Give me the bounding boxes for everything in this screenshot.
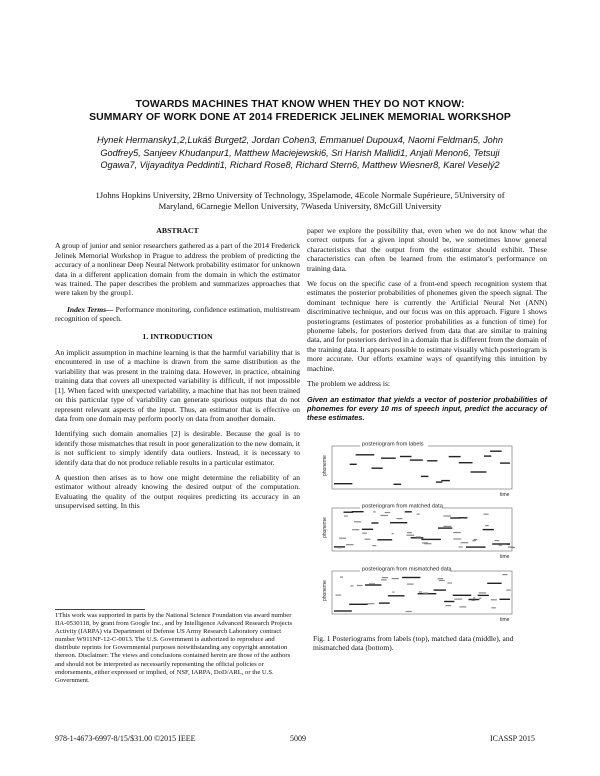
title-line-1: TOWARDS MACHINES THAT KNOW WHEN THEY DO NOT KNOW: (135, 99, 465, 110)
posterior-noise (447, 582, 452, 583)
right-paragraph-2: We focus on the specific case of a front-end speech recognition system that estimates the posterior probabilities of phonemes given the speech signal. The dominant technique here is currently the Artificial Neural Net (ANN) discriminative technique, and our focus was on this approach. Figure 1 shows posteriograms (estimates of posterior probabilities as a function of time) for phoneme labels, for posteriors derived from data that are similar to training data, and for posteriors derived in a domain that is different from the domain of the training data. It appears possible to estimate visually which posteriogram is more accurate. Our efforts examine ways of quantifying this intuition by machine. (307, 279, 547, 373)
posterior-segment (507, 543, 510, 544)
posterior-noise (459, 546, 463, 547)
panel-3-xlabel: time (500, 617, 510, 623)
posterior-segment (372, 468, 383, 469)
posterior-segment (453, 595, 471, 596)
posterior-noise (407, 584, 414, 585)
posterior-noise (423, 593, 428, 594)
figure-1 (316, 438, 528, 628)
posterior-noise (339, 538, 346, 539)
paper-title (60, 98, 540, 124)
posterior-segment (421, 476, 429, 477)
footnote-divider (55, 609, 145, 610)
posterior-segment (436, 481, 442, 482)
posterior-noise (362, 533, 367, 534)
posterior-segment (371, 522, 378, 523)
intro-paragraph-2: Identifying such domain anomalies [2] is desirable. Because the goal is to identify those mismatches that result in poor generalization to the new domain, it is not sufficient to simply identify data outliers. Instead, it is necessary to identify data that do not produce reliable results in a particular estimator. (55, 429, 300, 467)
posterior-segment (434, 589, 446, 590)
posterior-noise (506, 590, 510, 591)
footer-page-number: 5009 (290, 734, 306, 743)
panel-labels (322, 440, 512, 498)
posterior-segment (478, 595, 489, 596)
posterior-noise (373, 511, 376, 512)
posterior-segment (379, 602, 390, 603)
posterior-noise (472, 540, 476, 541)
posterior-segment (356, 454, 375, 455)
posterior-noise (382, 577, 388, 578)
posterior-noise (406, 611, 412, 612)
posterior-noise (365, 539, 371, 540)
posterior-noise (494, 540, 499, 541)
panel-matched (322, 502, 515, 560)
posterior-segment (388, 595, 405, 596)
posterior-noise (340, 577, 343, 578)
introduction-heading: 1. INTRODUCTION (142, 331, 213, 341)
posterior-noise (438, 578, 444, 579)
index-terms-text: Performance monitoring, confidence estimation, multistream recognition of speech. (55, 304, 300, 324)
posterior-segment (349, 604, 368, 605)
posterior-noise (453, 538, 461, 539)
problem-statement: Given an estimator that yields a vector of posterior probabilities of phonemes for every 10 ms of speech input, predict the accuracy of these estimates. (307, 394, 547, 423)
posterior-segment (381, 458, 396, 459)
posterior-noise (337, 547, 341, 548)
title-line-2: SUMMARY OF WORK DONE AT 2014 FREDERICK JELINEK MEMORIAL WORKSHOP (89, 112, 511, 123)
affiliations (60, 190, 540, 212)
panel-2-xlabel: time (500, 554, 510, 560)
posteriogram-figure (316, 438, 528, 628)
panel-3-title: posteriogram from mismatched data (362, 566, 452, 573)
posterior-segment (438, 527, 452, 528)
posterior-noise (397, 518, 403, 519)
posterior-noise (346, 544, 354, 545)
panel-1-frame (332, 446, 512, 489)
posterior-noise (385, 512, 391, 513)
posterior-segment (394, 484, 402, 485)
posterior-noise (424, 543, 431, 544)
panel-mismatched (322, 565, 512, 623)
posterior-segment (484, 455, 491, 456)
posterior-noise (406, 535, 414, 536)
posterior-noise (392, 533, 394, 534)
posterior-noise (416, 536, 421, 537)
posterior-noise (443, 515, 451, 516)
posterior-noise (419, 591, 422, 592)
posterior-noise (484, 514, 489, 515)
posterior-segment (334, 483, 352, 484)
right-column (307, 226, 547, 423)
posterior-segment (427, 460, 437, 461)
posterior-noise (372, 545, 376, 546)
posterior-noise (369, 583, 375, 584)
posterior-segment (500, 599, 511, 600)
posterior-noise (357, 585, 363, 586)
posterior-noise (380, 515, 388, 516)
footer-venue: ICASSP 2015 (490, 734, 535, 743)
posterior-noise (502, 574, 507, 575)
panel-1-title: posteriogram from labels (362, 441, 424, 448)
posterior-noise (479, 592, 486, 593)
posterior-noise (474, 539, 478, 540)
posterior-noise (461, 542, 469, 543)
posterior-noise (499, 545, 502, 546)
posterior-segment (334, 610, 352, 611)
posterior-segment (449, 456, 461, 457)
posterior-noise (471, 600, 475, 601)
right-paragraph-1: paper we explore the possibility that, even when we do not know what the correct outputs for a given input should be, we sometimes know general characteristics that the output from the estimator should exhibit. These characteristics can often be learned from the estimator's performance on training data. (307, 226, 547, 273)
authors-line-2: Godfrey5, Sanjeev Khudanpur1, Matthew Maciejewski6, Sri Harish Mallidi1, Anjali Menon6, Tetsuji (100, 147, 500, 158)
posterior-noise (511, 547, 515, 548)
posterior-noise (392, 592, 394, 593)
posterior-segment (459, 517, 468, 518)
posterior-noise (344, 516, 348, 517)
affiliations-line-2: Maryland, 6Carnegie Mellon University, 7Waseda University, 8McGill University (158, 201, 442, 212)
intro-paragraph-3: A question then arises as to how one might determine the reliability of an estimator without already knowing the desired output of the computation. Evaluating the quality of the output requires predicting its accuracy in an unsupervised setting. In this (55, 472, 300, 511)
posterior-noise (354, 521, 361, 522)
left-column (55, 226, 300, 511)
footnote: 1This work was supported in parts by the National Science Foundation via award number IIA-0530118, by grant from Google Inc., and by Intelligence Advanced Research Projects Activity (IARPA) via Department of Defense US Army Research Laboratory contract number W911NF-12-C-0013. The U.S. Government is authorized to reproduce and distribute reprints for Governmental purposes notwithstanding any copyright annotation thereon. Disclaimer: The views and conclusions contained herein are those of the authors and should not be interpreted as necessarily representing the official policies or endorsements, either expressed or implied, of NSF, IARPA, DoD/ARL, or the U.S. Government. (55, 612, 293, 684)
posterior-segment (377, 539, 392, 540)
posterior-segment (441, 480, 450, 481)
posterior-segment (471, 471, 487, 472)
posterior-noise (491, 607, 495, 608)
authors-line-1: Hynek Hermansky1,2,Lukáš Burget2, Jordan Cohen3, Emmanuel Dupoux4, Naomi Feldman5, John (97, 135, 503, 145)
right-paragraph-3: The problem we address is: (307, 379, 390, 389)
posterior-segment (350, 464, 357, 465)
affiliations-line-1: 1Johns Hopkins University, 2Brno University of Technology, 3Spelamode, 4Ecole Normale Supérieure, 5University of (95, 190, 505, 200)
posterior-segment (483, 529, 494, 530)
intro-paragraph-1: An implicit assumption in machine learning is that the harmful variability that is encountered in use of a machine is drawn from the same distribution as the variability that was present in the training data. However, in practice, obtaining training data that covers all unexpected variability is difficult, if not impossible [1]. When faced with unexpected variability, a machine that has not been trained on this particular type of variability can generate spurious outputs that do not represent relevant aspects of the input. Thus, an estimator that is effective on data from one domain may perform poorly on data from another domain. (55, 348, 300, 423)
posterior-noise (381, 579, 387, 580)
posterior-segment (410, 459, 423, 460)
posterior-noise (491, 599, 497, 600)
panel-2-title: posteriogram from matched data (362, 503, 443, 510)
posterior-segment (362, 529, 373, 530)
author-list (55, 134, 545, 172)
posterior-segment (390, 522, 407, 523)
posterior-noise (453, 532, 461, 533)
posterior-noise (367, 603, 374, 604)
figure-caption: Fig. 1 Posteriograms from labels (top), matched data (middle), and mismatched data (bottom). (313, 634, 514, 653)
posterior-segment (500, 462, 510, 463)
posterior-noise (336, 595, 342, 596)
posterior-noise (407, 532, 412, 533)
panel-1-ylabel: phoneme (322, 455, 328, 476)
posterior-noise (485, 525, 489, 526)
posterior-noise (439, 580, 445, 581)
posterior-segment (405, 511, 412, 512)
footer-copyright: 978-1-4673-6997-8/15/$31.00 ©2015 IEEE (55, 734, 196, 743)
posterior-segment (352, 511, 364, 512)
posterior-segment (487, 583, 501, 584)
posterior-segment (365, 584, 381, 585)
panel-2-ylabel: phoneme (322, 517, 328, 538)
posterior-noise (479, 598, 482, 599)
panel-1-xlabel: time (500, 492, 510, 498)
posterior-noise (446, 605, 452, 606)
posterior-segment (402, 577, 420, 578)
posterior-noise (460, 606, 467, 607)
posterior-segment (490, 451, 502, 452)
posterior-segment (466, 546, 486, 547)
abstract-heading: ABSTRACT (156, 226, 199, 235)
index-terms-label: Index Terms— (67, 304, 114, 314)
posterior-segment (400, 456, 412, 457)
posterior-noise (350, 585, 353, 586)
posterior-noise (417, 514, 420, 515)
panel-3-ylabel: phoneme (322, 580, 328, 601)
posterior-noise (352, 529, 359, 530)
index-terms (55, 305, 300, 324)
posterior-noise (392, 578, 399, 579)
posterior-noise (473, 597, 475, 598)
posterior-noise (454, 599, 462, 600)
posterior-noise (443, 526, 451, 527)
posterior-segment (444, 601, 454, 602)
authors-line-3: Ogawa7, Vijayaditya Peddinti1, Richard Rose8, Richard Stern6, Matthew Wiesner8, Karel Veselý2 (100, 160, 500, 171)
posterior-segment (459, 462, 473, 463)
abstract-text: A group of junior and senior researchers gathered as a part of the 2014 Frederick Jelinek Memorial Workshop in Prague to address the problem of predicting the accuracy of a nonlinear Deep Neural Network probability estimator for unknown data in a different application domain from the domain in which the estimator was trained. The paper describes the problem and summarizes approaches that were taken by the group1. (55, 241, 300, 298)
posterior-segment (421, 539, 441, 540)
